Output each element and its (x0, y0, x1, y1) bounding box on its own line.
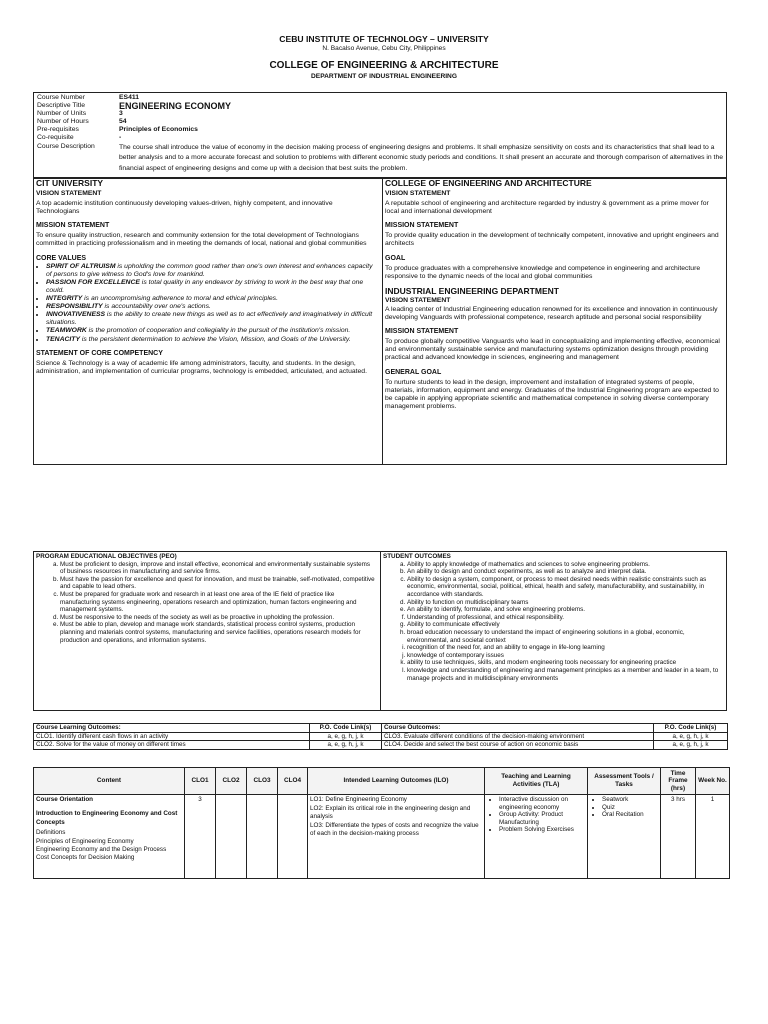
department-name: DEPARTMENT OF INDUSTRIAL ENGINEERING (311, 73, 457, 80)
cit-vision-heading: VISION STATEMENT (36, 190, 102, 197)
core-competency: Science & Technology is a way of academic life among administrators, faculty, and students. In the design, administration, and implementation of curricular programs, technology is embedded, articulated, and actuated. (36, 359, 367, 375)
general-goal-heading: GENERAL GOAL (385, 368, 442, 376)
course-description: The course shall introduce the value of economy in the decision making process of engineering designs and problems. It shall emphasize sensitivity on costs and its characteristics that shall lead to a better analysis and to a more accurate forecast and solution to problems with different economic study periods and conditions. It shall present an accurate and thorough comparison of alternatives in the financial aspect of engineering designs and come up with a decision that best suits the problem. (119, 143, 724, 172)
prereq-label: Pre-requisites (37, 126, 79, 134)
table-row (34, 741, 728, 750)
so-item: e. An ability to identify, formulate, and solve engineering problems. (407, 606, 723, 614)
peo-item: c. Must be prepared for graduate work and research in at least one area of the IE field of practice like manufacturing systems engineering, operations research and optimization, human factors engineering and management systems. (60, 591, 376, 614)
clo-cell: CLO1. Identify different cash flows in an activity (34, 732, 310, 741)
peo-so-box (33, 551, 727, 711)
tla-cell (485, 795, 588, 879)
units-value: 3 (119, 110, 123, 118)
course-title: ENGINEERING ECONOMY (119, 101, 232, 112)
tla-item: • Group Activity: Product Manufacturing (499, 811, 585, 826)
cea-column (385, 179, 723, 411)
tla-header: Teaching and Learning Activities (TLA) (485, 768, 588, 795)
core-value-item: • TEAMWORK is the promotion of cooperation and collegiality in the pursuit of the institution's mission. (46, 327, 376, 335)
clo1-cell: 3 (185, 795, 216, 879)
so-item: h. broad education necessary to understand the impact of engineering solutions in a global, economic, environmental, and societal context (407, 629, 723, 644)
content-item: Definitions (36, 829, 66, 837)
ilo-item: LO1: Define Engineering Economy (310, 796, 407, 803)
course-info (33, 92, 727, 178)
so-item: l. knowledge and understanding of engineering and management principles as a member and leader in a team, to manage projects and in multidisciplinary environments (407, 667, 723, 682)
peo-item: d. Must be responsive to the needs of the society as well as be proactive in upholding the profession. (60, 614, 376, 622)
so-item: k. ability to use techniques, skills, and modern engineering tools necessary for engineering practice (407, 659, 723, 667)
cea-goal-heading: GOAL (385, 254, 406, 262)
ie-mission: To produce globally competitive Vanguards who lead in conceptualizing and implementing effective, economical and environmentally sustainable service and manufacturing systems optimization designs through providing practical and advanced knowledge in sciences, engineering and management (385, 338, 720, 362)
ie-mission-heading: MISSION STATEMENT (385, 328, 459, 336)
po-cell: a, e, g, h, j, k (654, 732, 728, 741)
so-column (383, 553, 723, 682)
assessment-list (590, 796, 658, 819)
core-value-item: • PASSION FOR EXCELLENCE is total quality in any endeavor by striving to work in the best way that one could. (46, 279, 376, 295)
content-subtitle: Introduction to Engineering Economy and Cost Concepts (36, 810, 178, 826)
co-cell: CLO4. Decide and select the best course of action on economic basis (382, 741, 654, 750)
content-item: Cost Concepts for Decision Making (36, 854, 135, 862)
so-item: d. Ability to function on multidisciplinary teams (407, 599, 723, 607)
so-item: c. Ability to design a system, component, or process to meet desired needs within realistic constraints such as economic, environmental, social, political, ethical, health and safety, manufacturability, and sustainability, in accordance with standards. (407, 576, 723, 599)
core-value-item: • TENACITY is the persistent determination to achieve the Vision, Mission, and Goals of the University. (46, 336, 376, 344)
peo-list (36, 561, 376, 645)
core-value-item: • SPIRIT OF ALTRUISM is upholding the common good rather than one's own interest and enhances capacity of persons to give witness to God's love for mankind. (46, 263, 376, 279)
tla-item: • Problem Solving Exercises (499, 826, 585, 834)
core-values-list (36, 263, 376, 344)
hours-value: 54 (119, 118, 127, 126)
clo3-cell (247, 795, 278, 879)
assessment-cell (588, 795, 661, 879)
po-cell: a, e, g, h, j, k (310, 741, 382, 750)
coreq-value: - (119, 134, 122, 142)
course-title-label: Descriptive Title (37, 102, 85, 110)
cea-vision: A reputable school of engineering and architecture regarded by industry & government as a prime mover for local and international development (385, 200, 709, 216)
clo4-header: CLO4 (278, 768, 308, 795)
clo-table (33, 723, 728, 750)
cea-goal: To produce graduates with a comprehensive knowledge and competence in engineering and architecture responsive to the dynamic needs of the local and global communities (385, 264, 701, 280)
content-header: Content (34, 768, 185, 795)
cea-heading: COLLEGE OF ENGINEERING AND ARCHITECTURE (385, 178, 592, 188)
plan-header-row (34, 768, 730, 795)
vision-mission-box (33, 178, 727, 465)
cit-mission-heading: MISSION STATEMENT (36, 222, 110, 230)
so-item: a. Ability to apply knowledge of mathematics and sciences to solve engineering problems. (407, 561, 723, 569)
so-item: f. Understanding of professional, and ethical responsibility. (407, 614, 723, 622)
hours-label: Number of Hours (37, 118, 89, 126)
core-value-item: • INTEGRITY is an uncompromising adherence to moral and ethical principles. (46, 295, 376, 303)
assessment-item: • Seatwork (602, 796, 658, 804)
assessment-header: Assessment Tools / Tasks (588, 768, 661, 795)
assessment-item: • Quiz (602, 804, 658, 812)
core-value-item: • INNOVATIVENESS is the ability to create new things as well as to act effectively and imaginatively in difficult situations. (46, 311, 376, 327)
clo2-cell (216, 795, 247, 879)
peo-item: e. Must be able to plan, develop and manage work standards, statistical process control systems, production planning and materials control systems, manufacturing and service facilities, operations research models for production and operations, and information systems. (60, 621, 376, 644)
ilo-header: Intended Learning Outcomes (ILO) (308, 768, 485, 795)
peo-item: b. Must have the passion for excellence and quest for innovation, and must be trainable, self-motivated, competitive and capable to lead others. (60, 576, 376, 591)
so-item: b. An ability to design and conduct experiments, as well as to analyze and interpret data. (407, 568, 723, 576)
week-header: Week No. (696, 768, 730, 795)
ie-vision: A leading center of Industrial Engineering education renowned for its excellence and innovation in continuously developing Vanguards with professional competence, research aptitude and personal social responsibility (385, 305, 718, 322)
core-values-heading: CORE VALUES (36, 254, 87, 262)
core-competency-heading: STATEMENT OF CORE COMPETENCY (36, 349, 163, 357)
cit-column (36, 179, 376, 376)
po-cell: a, e, g, h, j, k (654, 741, 728, 750)
table-row (34, 795, 730, 879)
clo4-cell (278, 795, 308, 879)
college-name: COLLEGE OF ENGINEERING & ARCHITECTURE (269, 60, 499, 71)
week-cell: 1 (696, 795, 730, 879)
content-title: Course Orientation (36, 796, 94, 803)
ie-heading: INDUSTRIAL ENGINEERING DEPARTMENT (385, 285, 559, 296)
units-label: Number of Units (37, 110, 87, 118)
cit-heading: CIT UNIVERSITY (36, 178, 104, 188)
course-number: ES411 (119, 94, 140, 101)
tla-item: • Interactive discussion on engineering economy (499, 796, 585, 811)
coreq-label: Co-requisite (37, 134, 74, 142)
general-goal: To nurture students to lead in the design, improvement and installation of integrated systems of people, materials, information, equipment and energy. Graduates of the Industrial Engineering program are expected to be capable in applying appropriate scientific and mathematical competence in solving diverse contemporary management problems. (385, 378, 719, 410)
cea-mission-heading: MISSION STATEMENT (385, 222, 459, 230)
clo-header: Course Learning Outcomes: (34, 724, 310, 733)
so-item: j. knowledge of contemporary issues (407, 652, 723, 660)
institution-address: N. Bacalso Avenue, Cebu City, Philippines (322, 45, 446, 52)
clo3-header: CLO3 (247, 768, 278, 795)
peo-column (36, 553, 376, 644)
table-row (34, 732, 728, 741)
clo2-header: CLO2 (216, 768, 247, 795)
ie-vision-heading: VISION STATEMENT (385, 296, 451, 304)
clo-cell: CLO2. Solve for the value of money on different times (34, 741, 310, 750)
po-cell: a, e, g, h, j, k (310, 732, 382, 741)
ilo-cell (308, 795, 485, 879)
cit-mission: To ensure quality instruction, research and community extension for the total development of Technologians committed in practicing professionalism and in meeting the demands of local, national and global communities (36, 232, 367, 248)
time-frame-cell: 3 hrs (661, 795, 696, 879)
so-list (383, 561, 723, 683)
cit-vision: A top academic institution continuously developing values-driven, highly competent, and innovative Technologians (36, 200, 333, 216)
peo-item: a. Must be proficient to design, improve and install effective, economical and environmentally sustainable systems of business resources in manufacturing and service firms. (60, 561, 376, 576)
clo1-header: CLO1 (185, 768, 216, 795)
course-number-label: Course Number (37, 94, 85, 101)
so-item: i. recognition of the need for, and an ability to engage in life-long learning (407, 644, 723, 652)
content-item: Engineering Economy and the Design Process (36, 846, 167, 854)
cea-vision-heading: VISION STATEMENT (385, 190, 451, 197)
content-item: Principles of Engineering Economy (36, 837, 134, 845)
co-cell: CLO3. Evaluate different conditions of the decision-making environment (382, 732, 654, 741)
core-value-item: • RESPONSIBILITY is accountability over one's actions. (46, 303, 376, 311)
prereq-value: Principles of Economics (119, 126, 198, 134)
so-item: g. Ability to communicate effectively (407, 621, 723, 629)
co-header: Course Outcomes: (382, 724, 654, 733)
so-heading: STUDENT OUTCOMES (383, 553, 451, 560)
po-link-header: P.O. Code Link(s) (310, 724, 382, 733)
ilo-item: LO3: Differentiate the types of costs and recognize the value of each in the decision-making process (310, 821, 479, 838)
time-frame-header: Time Frame (hrs) (661, 768, 696, 795)
content-cell (34, 795, 185, 879)
ilo-item: LO2: Explain its critical role in the engineering design and analysis (310, 804, 471, 821)
course-plan-table (33, 767, 730, 879)
tla-list (487, 796, 585, 834)
peo-heading: PROGRAM EDUCATIONAL OBJECTIVES (PEO) (36, 553, 177, 560)
institution-name: CEBU INSTITUTE OF TECHNOLOGY – UNIVERSITY (279, 34, 489, 44)
assessment-item: • Oral Recitation (602, 811, 658, 819)
description-label: Course Description (37, 142, 95, 150)
po-link-header-2: P.O. Code Link(s) (654, 724, 728, 733)
cea-mission: To provide quality education in the development of technically competent, innovative and upright engineers and architects (385, 232, 719, 248)
clo-header-row (34, 724, 728, 733)
